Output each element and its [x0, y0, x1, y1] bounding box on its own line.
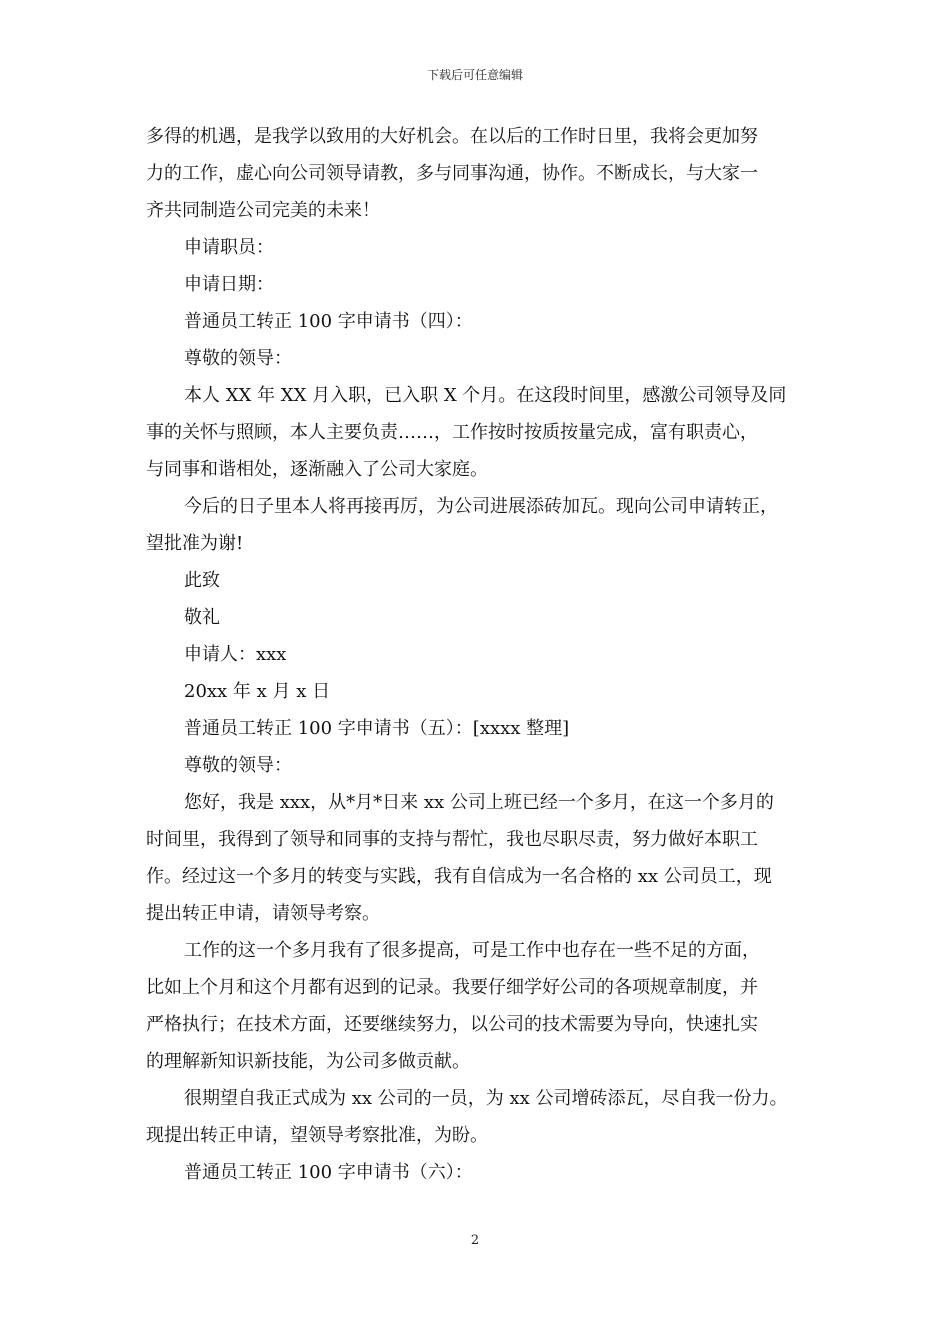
text-line: 的理解新知识新技能，为公司多做贡献。: [146, 1051, 470, 1072]
text-line: 齐共同制造公司完美的未来！: [146, 200, 380, 221]
text-line: 敬礼: [184, 607, 220, 628]
text-line: 您好，我是 xxx，从*月*日来 xx 公司上班已经一个多月，在这一个多月的: [184, 792, 774, 813]
text-line: 申请人：xxx: [184, 644, 287, 665]
page-number: 2: [470, 1233, 480, 1248]
text-line: 普通员工转正 100 字申请书（六）：: [184, 1162, 473, 1183]
text-line: 望批准为谢!: [146, 533, 244, 554]
text-line: 提出转正申请，请领导考察。: [146, 903, 380, 924]
text-line: 普通员工转正 100 字申请书（四）：: [184, 311, 473, 332]
text-line: 力的工作，虚心向公司领导请教，多与同事沟通，协作。不断成长，与大家一: [146, 163, 758, 184]
text-line: 与同事和谐相处，逐渐融入了公司大家庭。: [146, 459, 488, 480]
text-line: 申请职员：: [184, 237, 274, 258]
text-line: 事的关怀与照顾，本人主要负责……，工作按时按质按量完成，富有职责心，: [146, 422, 758, 443]
text-line: 尊敬的领导：: [184, 348, 292, 369]
text-line: 20xx 年 x 月 x 日: [184, 681, 331, 702]
text-line: 作。经过这一个多月的转变与实践，我有自信成为一名合格的 xx 公司员工，现: [146, 866, 772, 887]
text-line: 此致: [184, 570, 220, 591]
text-line: 现提出转正申请，望领导考察批准，为盼。: [146, 1125, 488, 1146]
text-line: 时间里，我得到了领导和同事的支持与帮忙，我也尽职尽责，努力做好本职工: [146, 829, 758, 850]
text-line: 多得的机遇，是我学以致用的大好机会。在以后的工作时日里，我将会更加努: [146, 126, 758, 147]
page-header: 下载后可任意编辑: [426, 68, 523, 82]
text-line: 工作的这一个多月我有了很多提高，可是工作中也存在一些不足的方面，: [184, 940, 760, 961]
text-line: 申请日期：: [184, 274, 274, 295]
text-line: 比如上个月和这个月都有迟到的记录。我要仔细学好公司的各项规章制度，并: [146, 977, 758, 998]
document-body: [146, 118, 816, 1191]
text-line: 本人 XX 年 XX 月入职，已入职 X 个月。在这段时间里，感激公司领导及同: [184, 385, 787, 406]
text-line: 今后的日子里本人将再接再厉，为公司进展添砖加瓦。现向公司申请转正，: [184, 496, 778, 517]
text-line: 普通员工转正 100 字申请书（五）：[xxxx 整理]: [184, 718, 570, 739]
text-line: 很期望自我正式成为 xx 公司的一员，为 xx 公司增砖添瓦，尽自我一份力。: [184, 1088, 788, 1109]
text-line: 尊敬的领导：: [184, 755, 292, 776]
text-line: 严格执行；在技术方面，还要继续努力，以公司的技术需要为导向，快速扎实: [146, 1014, 758, 1035]
